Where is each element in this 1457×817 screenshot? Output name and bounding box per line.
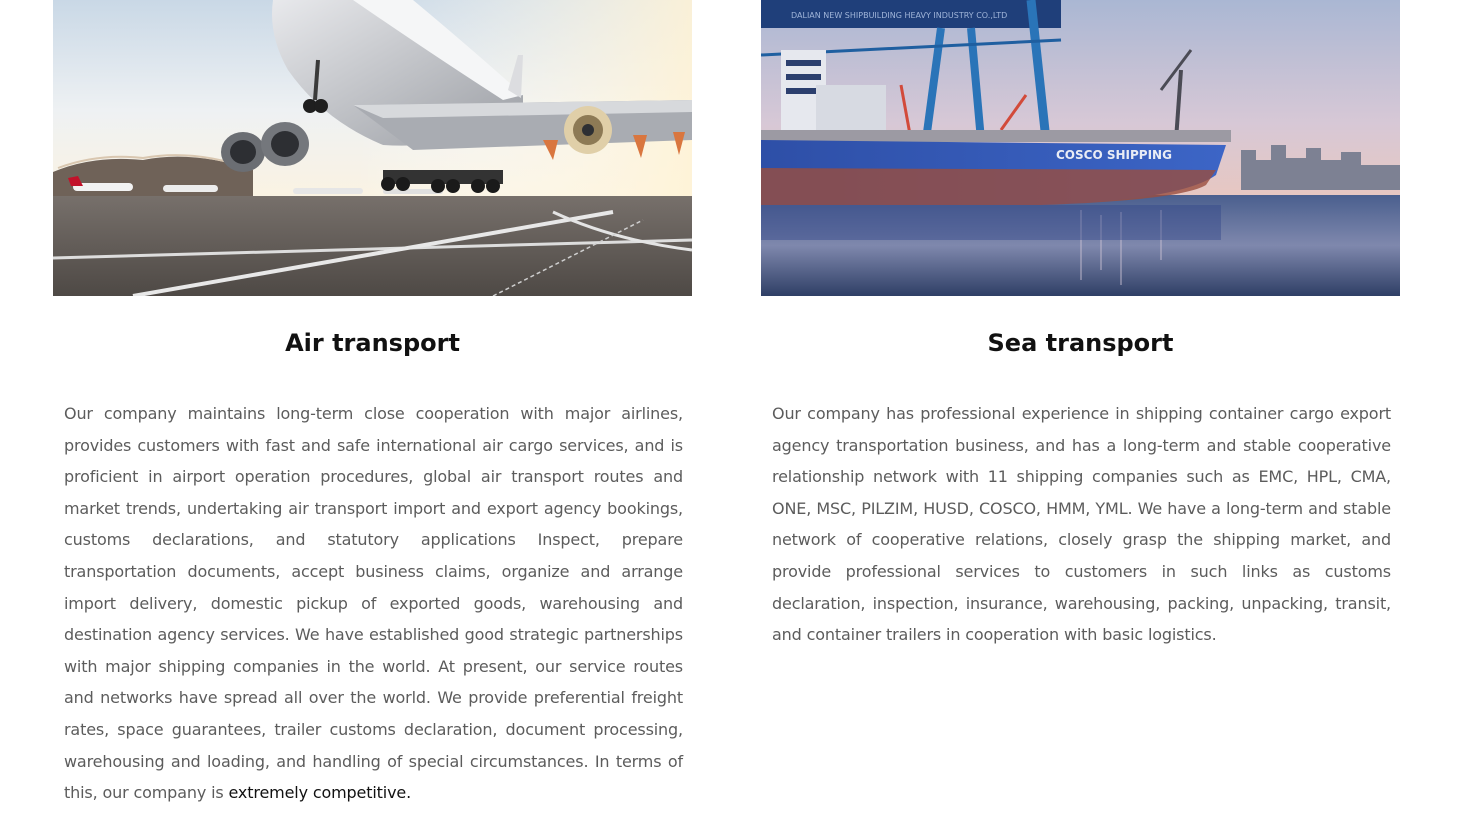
air-transport-emphasis: extremely competitive.: [228, 783, 412, 803]
airplane-takeoff-photo: [53, 0, 692, 296]
sea-transport-card: [761, 0, 1400, 651]
air-transport-card: [53, 0, 692, 809]
sea-transport-title: Sea transport: [987, 329, 1174, 357]
ship-name: COSCO SHIPPING: [1056, 148, 1172, 162]
sea-transport-description: Our company has professional experience in shipping container cargo export agency transportation business, and has a long-term and stable cooperative relationship network with 11 shipping companies such as EMC, HPL, CMA, ONE, MSC, PILZIM, HUSD, COSCO, HMM, YML. We have a long-term and stable network of cooperative relations, closely grasp the shipping market, and provide professional services to customers in such links as customs declaration, inspection, insurance, warehousing, packing, unpacking, transit, and container trailers in cooperation with basic logistics.: [772, 404, 1391, 645]
air-transport-body: Our company maintains long-term close cooperation with major airlines, provides customers with fast and safe international air cargo services, and is proficient in airport operation procedures, global air transport routes and market trends, undertaking air transport import and export agency bookings, customs declarations, and statutory applications Inspect, prepare transportation documents, accept business claims, organize and arrange import delivery, domestic pickup of exported goods, warehousing and destination agency services. We have established good strategic partnerships with major shipping companies in the world. At present, our service routes and networks have spread all over the world. We provide preferential freight rates, space guarantees, trailer customs declaration, document processing, warehousing and loading, and handling of special circumstances. In terms of this, our company is: [64, 404, 683, 803]
air-transport-title: Air transport: [285, 329, 460, 357]
svg-text:DALIAN NEW SHIPBUILDING HEAVY: DALIAN NEW SHIPBUILDING HEAVY INDUSTRY CO.,LTD: [791, 11, 1008, 20]
air-transport-description: [64, 398, 683, 809]
container-ship-port-photo: [761, 0, 1400, 296]
